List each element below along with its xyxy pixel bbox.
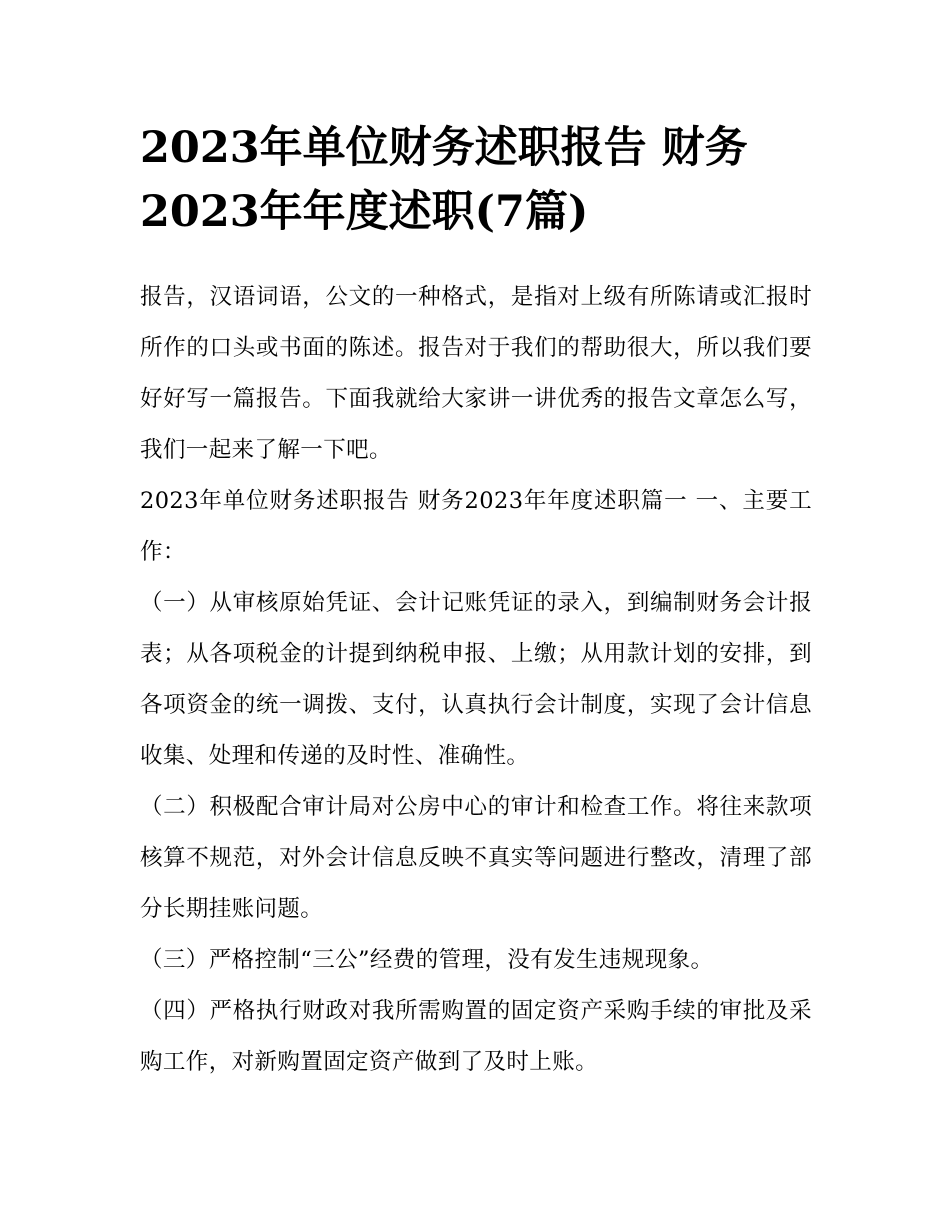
document-page xyxy=(140,0,812,1229)
paragraph-item-2: （二）积极配合审计局对公房中心的审计和检查工作。将往来款项核算不规范，对外会计信息反映不真实等问题进行整改，清理了部分长期挂账问题。 xyxy=(140,794,812,922)
paragraph-item-1: （一）从审核原始凭证、会计记账凭证的录入，到编制财务会计报表；从各项税金的计提到纳税申报、上缴；从用款计划的安排，到各项资金的统一调拨、支付，认真执行会计制度，实现了会计信息收集、处理和传递的及时性、准确性。 xyxy=(140,590,812,769)
paragraph-section-heading: 2023年单位财务述职报告 财务2023年年度述职篇一 一、主要工作： xyxy=(140,488,812,565)
paragraph-item-3: （三）严格控制“三公”经费的管理，没有发生违规现象。 xyxy=(140,947,714,973)
document-title: 2023年单位财务述职报告 财务2023年年度述职(7篇) xyxy=(140,123,748,237)
paragraph-intro: 报告，汉语词语，公文的一种格式，是指对上级有所陈请或汇报时所作的口头或书面的陈述。报告对于我们的帮助很大，所以我们要好好写一篇报告。下面我就给大家讲一讲优秀的报告文章怎么写，我们一起来了解一下吧。 xyxy=(140,284,812,463)
paragraph-item-4: （四）严格执行财政对我所需购置的固定资产采购手续的审批及采购工作，对新购置固定资产做到了及时上账。 xyxy=(140,998,812,1075)
document-body xyxy=(140,272,812,1088)
